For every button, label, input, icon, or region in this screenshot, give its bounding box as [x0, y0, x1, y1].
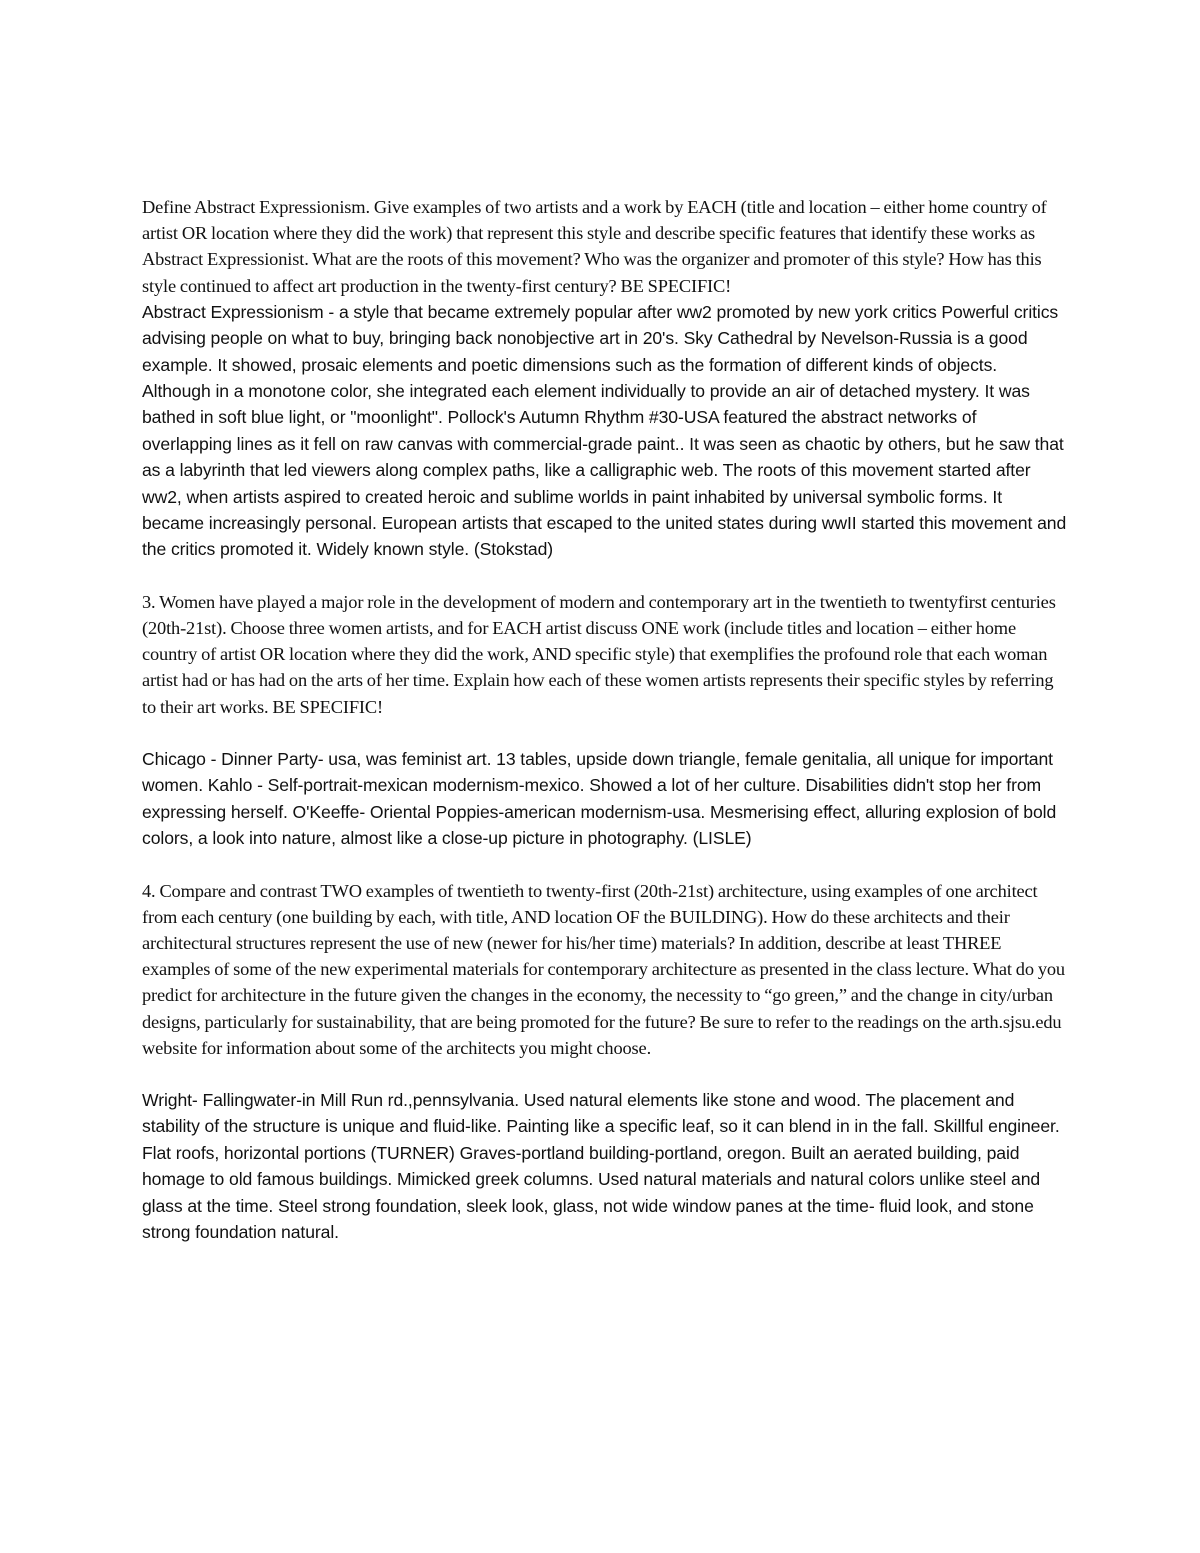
- answer-architecture: Wright- Fallingwater-in Mill Run rd.,pennsylvania. Used natural elements like stone and wood. The placement and stability of the structure is unique and fluid-like. Painting like a specific leaf, so it can blend in in the fall. Skillful engineer. Flat roofs, horizontal portions (TURNER) Graves-portland building-portland, oregon. Built an aerated building, paid homage to old famous buildings. Mimicked greek columns. Used natural materials and natural colors unlike steel and glass at the time. Steel strong foundation, sleek look, glass, not wide window panes at the time- fluid look, and stone strong foundation natural.: [142, 1089, 1060, 1242]
- answer-abstract-expressionism: Abstract Expressionism - a style that became extremely popular after ww2 promoted by new york critics Powerful critics advising people on what to buy, bringing back nonobjective art in 20's. Sky Cathedral by Nevelson-Russia is a good example. It showed, prosaic elements and poetic dimensions such as the formation of different kinds of objects. Although in a monotone color, she integrated each element individually to provide an air of detached mystery. It was bathed in soft blue light, or "moonlight". Pollock's Autumn Rhythm #30-USA featured the abstract networks of overlapping lines as it fell on raw canvas with commercial-grade paint.. It was seen as chaotic by others, but he saw that as a labyrinth that led viewers along complex paths, like a calligraphic web. The roots of this movement started after ww2, when artists aspired to created heroic and sublime worlds in paint inhabited by universal symbolic forms. It became increasingly personal. European artists that escaped to the united states during wwII started this movement and the critics promoted it. Widely known style. (Stokstad): [142, 301, 1067, 560]
- question-abstract-expressionism: Define Abstract Expressionism. Give examples of two artists and a work by EACH (title and location – either home country of artist OR location where they did the work) that represent this style and describe specific features that identify these works as Abstract Expressionist. What are the roots of this movement? Who was the organizer and promoter of this style? How has this style continued to affect art production in the twenty-first century? BE SPECIFIC!: [142, 197, 1047, 296]
- question-women-artists: 3. Women have played a major role in the development of modern and contemporary art in the twentieth to twentyfirst centuries (20th-21st). Choose three women artists, and for EACH artist discuss ONE work (include titles and location – either home country of artist OR location where they did the work, AND specific style) that exemplifies the profound role that each woman artist had or has had on the arts of her time. Explain how each of these women artists represents their specific styles by referring to their art works. BE SPECIFIC!: [142, 591, 1056, 717]
- paragraph-spacer: [142, 1061, 1067, 1087]
- paragraph-spacer: [142, 563, 1067, 589]
- question-architecture: 4. Compare and contrast TWO examples of twentieth to twenty-first (20th-21st) architecture, using examples of one architect from each century (one building by each, with title, AND location OF the BUILDING). How do these architects and their architectural structures represent the use of new (newer for his/her time) materials? In addition, describe at least THREE examples of some of the new experimental materials for contemporary architecture as presented in the class lecture. What do you predict for architecture in the future given the changes in the economy, the necessity to “go green,” and the change in city/urban designs, particularly for sustainability, that are being promoted for the future? Be sure to refer to the readings on the arth.sjsu.edu website for information about some of the architects you might choose.: [142, 880, 1065, 1058]
- document-page: [142, 194, 1067, 1245]
- paragraph-spacer: [142, 720, 1067, 746]
- answer-women-artists: Chicago - Dinner Party- usa, was feminist art. 13 tables, upside down triangle, female genitalia, all unique for important women. Kahlo - Self-portrait-mexican modernism-mexico. Showed a lot of her culture. Disabilities didn't stop her from expressing herself. O'Keeffe- Oriental Poppies-american modernism-usa. Mesmerising effect, alluring explosion of bold colors, a look into nature, almost like a close-up picture in photography. (LISLE): [142, 748, 1057, 849]
- paragraph-spacer: [142, 852, 1067, 878]
